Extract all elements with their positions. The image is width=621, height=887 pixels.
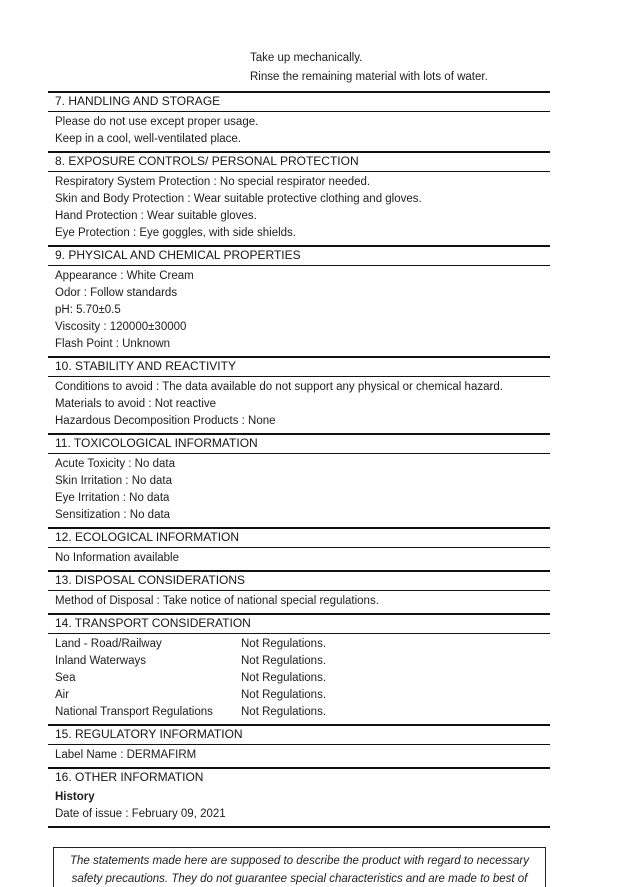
section-10-body [48, 377, 550, 433]
transport-row [55, 704, 550, 721]
transport-regulation-value: Not Regulations. [241, 689, 327, 701]
transport-regulation-value: Not Regulations. [241, 706, 327, 718]
section-14-body [48, 634, 550, 724]
doc-line: Flash Point : Unknown [55, 338, 171, 350]
section-12-body [48, 548, 550, 570]
section-14-title: 14. TRANSPORT CONSIDERATION [48, 613, 550, 634]
transport-row [55, 636, 550, 653]
transport-mode-label: National Transport Regulations [55, 706, 213, 718]
doc-line: Hazardous Decomposition Products : None [55, 415, 276, 427]
section-8-title: 8. EXPOSURE CONTROLS/ PERSONAL PROTECTION [48, 151, 550, 172]
doc-line: Take up mechanically. [250, 52, 363, 64]
section-10-title: 10. STABILITY AND REACTIVITY [48, 356, 550, 377]
section-9-title: 9. PHYSICAL AND CHEMICAL PROPERTIES [48, 245, 550, 266]
section-10-stability-reactivity [48, 356, 550, 433]
transport-row [55, 687, 550, 704]
section-11-title: 11. TOXICOLOGICAL INFORMATION [48, 433, 550, 454]
section-16-other-information [48, 767, 550, 826]
first-aid-continuation [48, 49, 550, 87]
section-8-body [48, 172, 550, 245]
history-label: History [55, 791, 95, 803]
doc-line: Skin and Body Protection : Wear suitable protective clothing and gloves. [55, 193, 422, 205]
section-7-body [48, 112, 550, 151]
section-11-body [48, 454, 550, 527]
transport-row [55, 670, 550, 687]
section-7-handling-and-storage [48, 91, 550, 151]
section-7-title: 7. HANDLING AND STORAGE [48, 91, 550, 112]
section-8-exposure-controls [48, 151, 550, 245]
doc-line: No Information available [55, 552, 180, 564]
section-13-title: 13. DISPOSAL CONSIDERATIONS [48, 570, 550, 591]
transport-regulation-value: Not Regulations. [241, 638, 327, 650]
doc-line: Acute Toxicity : No data [55, 458, 175, 470]
transport-mode-label: Sea [55, 672, 76, 684]
section-13-disposal-considerations [48, 570, 550, 613]
section-9-physical-chemical-properties [48, 245, 550, 356]
transport-mode-label: Air [55, 689, 70, 701]
section-15-regulatory-information [48, 724, 550, 767]
section-12-title: 12. ECOLOGICAL INFORMATION [48, 527, 550, 548]
doc-line: Rinse the remaining material with lots of water. [250, 71, 488, 83]
transport-mode-label: Inland Waterways [55, 655, 146, 667]
doc-line: Eye Irritation : No data [55, 492, 170, 504]
section-15-body [48, 745, 550, 767]
section-14-transport-consideration [48, 613, 550, 724]
doc-line: Label Name : DERMAFIRM [55, 749, 197, 761]
doc-line: Eye Protection : Eye goggles, with side shields. [55, 227, 296, 239]
date-of-issue: Date of issue : February 09, 2021 [55, 808, 226, 820]
section-12-ecological-information [48, 527, 550, 570]
section-16-body [48, 787, 550, 826]
section-13-body [48, 591, 550, 613]
doc-line: Odor : Follow standards [55, 287, 178, 299]
sds-document [48, 49, 550, 887]
transport-mode-label: Land - Road/Railway [55, 638, 162, 650]
transport-regulation-value: Not Regulations. [241, 672, 327, 684]
disclaimer-text: The statements made here are supposed to describe the product with regard to necessary safety precautions. They do not guarantee special characteristics and are made to best of [70, 855, 529, 885]
section-11-toxicological-information [48, 433, 550, 527]
doc-line: Viscosity : 120000±30000 [55, 321, 187, 333]
doc-line: Conditions to avoid : The data available do not support any physical or chemical hazard. [55, 381, 503, 393]
transport-row [55, 653, 550, 670]
section-15-title: 15. REGULATORY INFORMATION [48, 724, 550, 745]
doc-line: Hand Protection : Wear suitable gloves. [55, 210, 257, 222]
section-9-body [48, 266, 550, 356]
transport-regulation-value: Not Regulations. [241, 655, 327, 667]
doc-line: Respiratory System Protection : No special respirator needed. [55, 176, 371, 188]
doc-line: pH: 5.70±0.5 [55, 304, 121, 316]
doc-line: Appearance : White Cream [55, 270, 194, 282]
section-16-title: 16. OTHER INFORMATION [48, 767, 550, 787]
document-end-rule [48, 826, 550, 828]
disclaimer-box [53, 847, 546, 887]
doc-line: Skin Irritation : No data [55, 475, 172, 487]
doc-line: Materials to avoid : Not reactive [55, 398, 217, 410]
doc-line: Keep in a cool, well-ventilated place. [55, 133, 242, 145]
doc-line: Sensitization : No data [55, 509, 171, 521]
doc-line: Method of Disposal : Take notice of national special regulations. [55, 595, 379, 607]
doc-line: Please do not use except proper usage. [55, 116, 259, 128]
